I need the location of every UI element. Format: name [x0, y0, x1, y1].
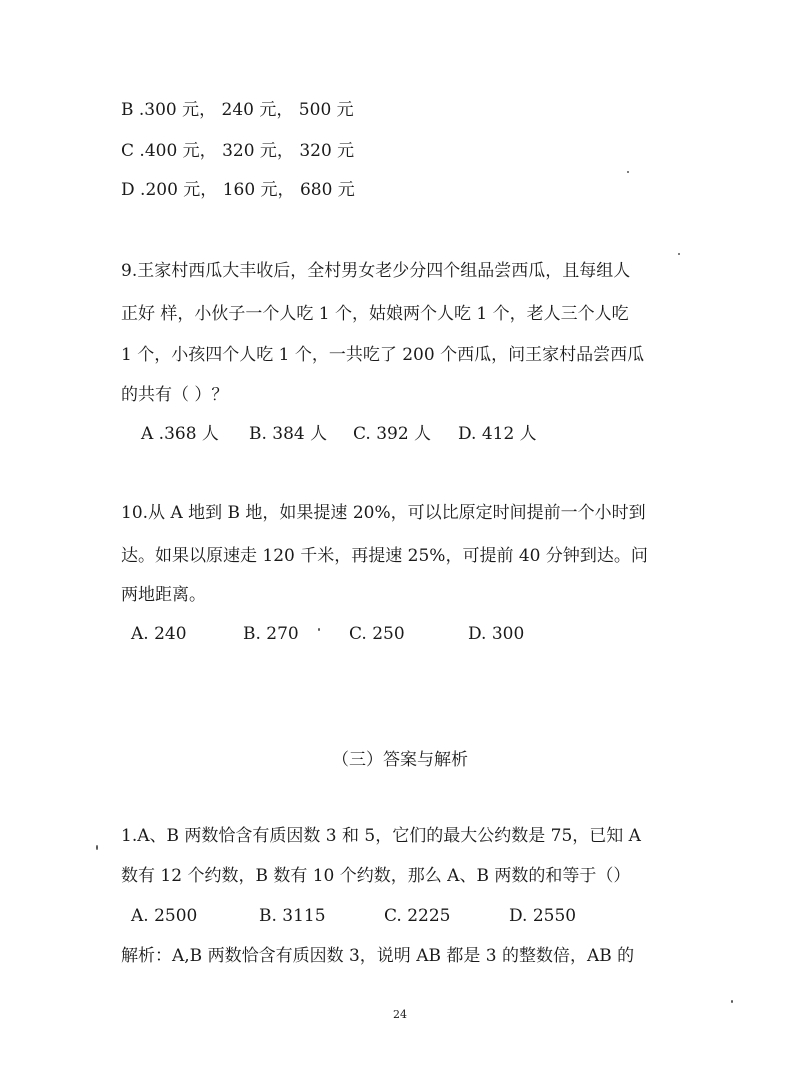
- q9-option-a: A .368 人: [141, 424, 219, 444]
- prev-option-c: C .400 元， 320 元， 320 元: [121, 141, 355, 161]
- q9-option-d: D. 412 人: [458, 424, 537, 444]
- a1-option-c: C. 2225: [384, 906, 451, 926]
- q9-option-b: B. 384 人: [249, 424, 328, 444]
- q9-text-line-3: 1 个，小孩四个人吃 1 个，一共吃了 200 个西瓜，问王家村品尝西瓜: [121, 345, 645, 365]
- prev-option-d: D .200 元， 160 元， 680 元: [121, 180, 355, 200]
- prev-option-b: B .300 元， 240 元， 500 元: [121, 100, 354, 120]
- q10-option-a: A. 240: [131, 624, 187, 644]
- q10-text-line-2: 达。如果以原速走 120 千米，再提速 25%，可提前 40 分钟到达。问: [121, 546, 648, 566]
- q9-option-c: C. 392 人: [353, 424, 432, 444]
- q10-text-line-1: 10.从 A 地到 B 地，如果提速 20%，可以比原定时间提前一个小时到: [121, 503, 646, 523]
- scan-speck: [731, 1000, 733, 1003]
- page-number: 24: [393, 1008, 407, 1021]
- q9-text-line-4: 的共有（ ）？: [121, 385, 229, 405]
- a1-option-b: B. 3115: [259, 906, 326, 926]
- q9-text-line-1: 9.王家村西瓜大丰收后，全村男女老少分四个组品尝西瓜，且每组人: [121, 261, 631, 281]
- a1-option-d: D. 2550: [509, 906, 577, 926]
- q10-option-b: B. 270: [243, 624, 299, 644]
- q10-option-c: C. 250: [349, 624, 405, 644]
- scan-speck: [96, 845, 98, 850]
- a1-analysis-line: 解析：A,B 两数恰含有质因数 3，说明 AB 都是 3 的整数倍，AB 的: [121, 946, 635, 966]
- q9-text-line-2: 正好 样，小伙子一个人吃 1 个，姑娘两个人吃 1 个，老人三个人吃: [121, 304, 629, 324]
- a1-option-a: A. 2500: [131, 906, 198, 926]
- section-heading: （三）答案与解析: [332, 750, 468, 770]
- a1-text-line-1: 1.A、B 两数恰含有质因数 3 和 5，它们的最大公约数是 75，已知 A: [121, 826, 641, 846]
- q10-text-line-3: 两地距离。: [121, 585, 206, 605]
- scan-speck: [678, 253, 680, 255]
- scan-speck: [318, 628, 320, 631]
- scan-speck: [627, 171, 629, 173]
- a1-text-line-2: 数有 12 个约数，B 数有 10 个约数，那么 A、B 两数的和等于（）: [121, 866, 631, 886]
- q10-option-d: D. 300: [468, 624, 525, 644]
